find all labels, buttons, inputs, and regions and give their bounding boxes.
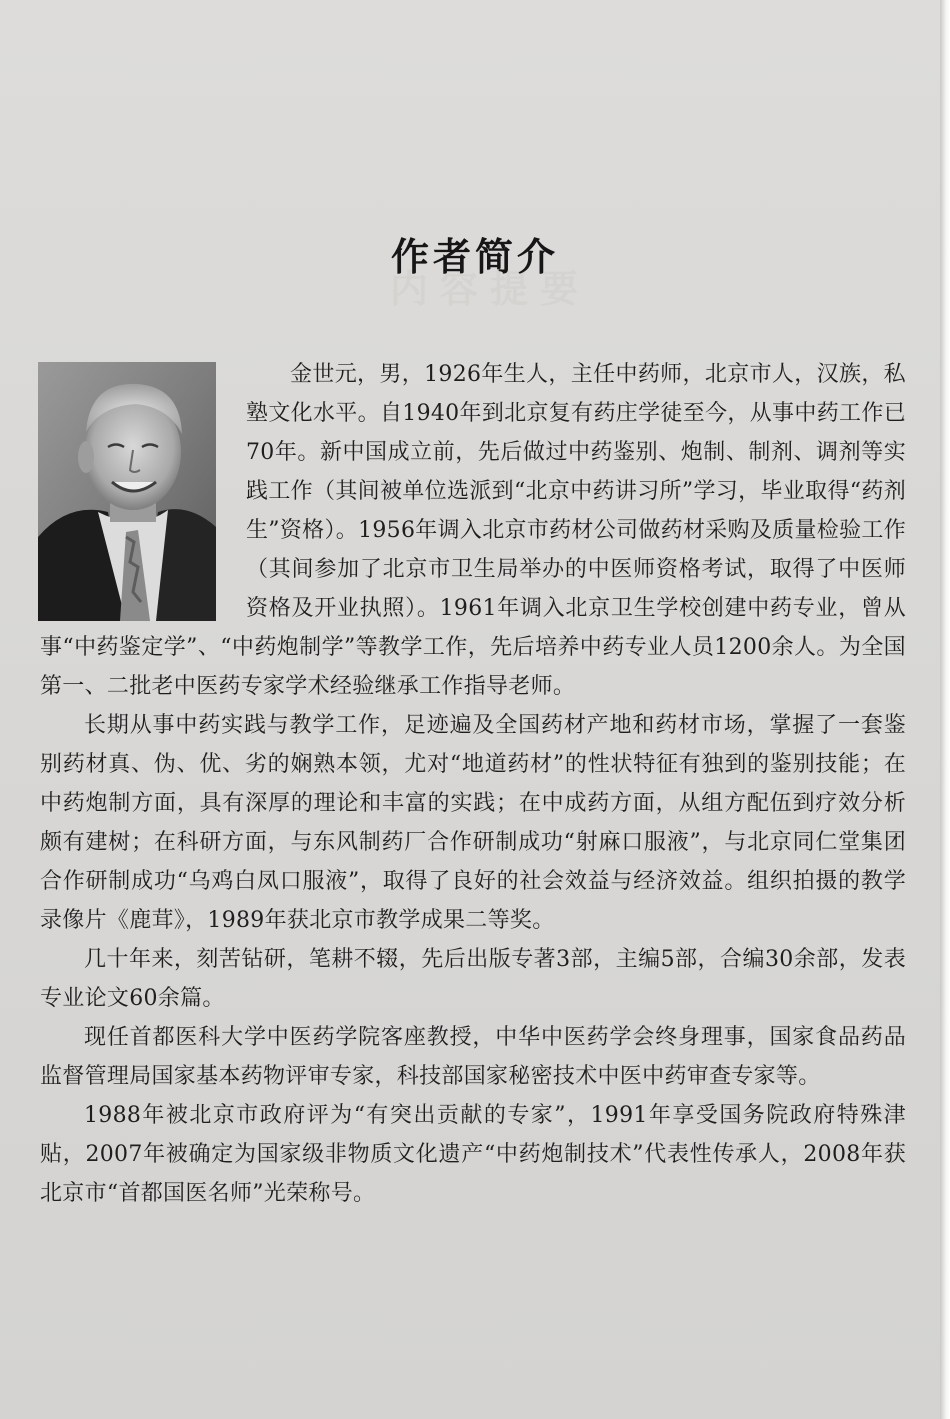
paragraph-5: 1988年被北京市政府评为“有突出贡献的专家”，1991年享受国务院政府特殊津贴，2007年被确定为国家级非物质文化遗产“中药炮制技术”代表性传承人，2008年获北京市“首都国医名师”光荣称号。: [40, 1103, 906, 1206]
paragraph-1: 金世元，男，1926年生人，主任中药师，北京市人，汉族，私塾文化水平。自1940年到北京复有药庄学徒至今，从事中药工作已70年。新中国成立前，先后做过中药鉴别、炮制、制剂、调剂等实践工作（其间被单位选派到“北京中药讲习所”学习，毕业取得“药剂生”资格）。1956年调入北京市药材公司做药材采购及质量检验工作（其间参加了北京市卫生局举办的中医师资格考试，取得了中医师资格及开业执照）。1961年调入北京卫生学校创建中药专业，曾从事“中药鉴定学”、“中药炮制学”等教学工作，先后培养中药专业人员1200余人。为全国第一、二批老中医药专家学术经验继承工作指导老师。: [40, 362, 906, 699]
paragraph-2: 长期从事中药实践与教学工作，足迹遍及全国药材产地和药材市场，掌握了一套鉴别药材真、伪、优、劣的娴熟本领，尤对“地道药材”的性状特征有独到的鉴别技能；在中药炮制方面，具有深厚的理论和丰富的实践；在中成药方面，从组方配伍到疗效分析颇有建树；在科研方面，与东风制药厂合作研制成功“射麻口服液”，与北京同仁堂集团合作研制成功“乌鸡白凤口服液”，取得了良好的社会效益与经济效益。组织拍摄的教学录像片《鹿茸》，1989年获北京市教学成果二等奖。: [40, 713, 906, 933]
paragraph-4: 现任首都医科大学中医药学院客座教授，中华中医药学会终身理事，国家食品药品监督管理局国家基本药物评审专家，科技部国家秘密技术中医中药审查专家等。: [40, 1025, 906, 1089]
bleed-through-heading: 内容提要: [389, 266, 590, 311]
photo-wrap-space: [40, 355, 246, 627]
page-edge: [940, 0, 950, 1419]
paragraph-3: 几十年来，刻苦钻研，笔耕不辍，先后出版专著3部，主编5部，合编30余部，发表专业论文60余篇。: [40, 947, 906, 1011]
biography-text: [40, 355, 906, 1213]
page-title: 作者简介: [390, 235, 559, 279]
